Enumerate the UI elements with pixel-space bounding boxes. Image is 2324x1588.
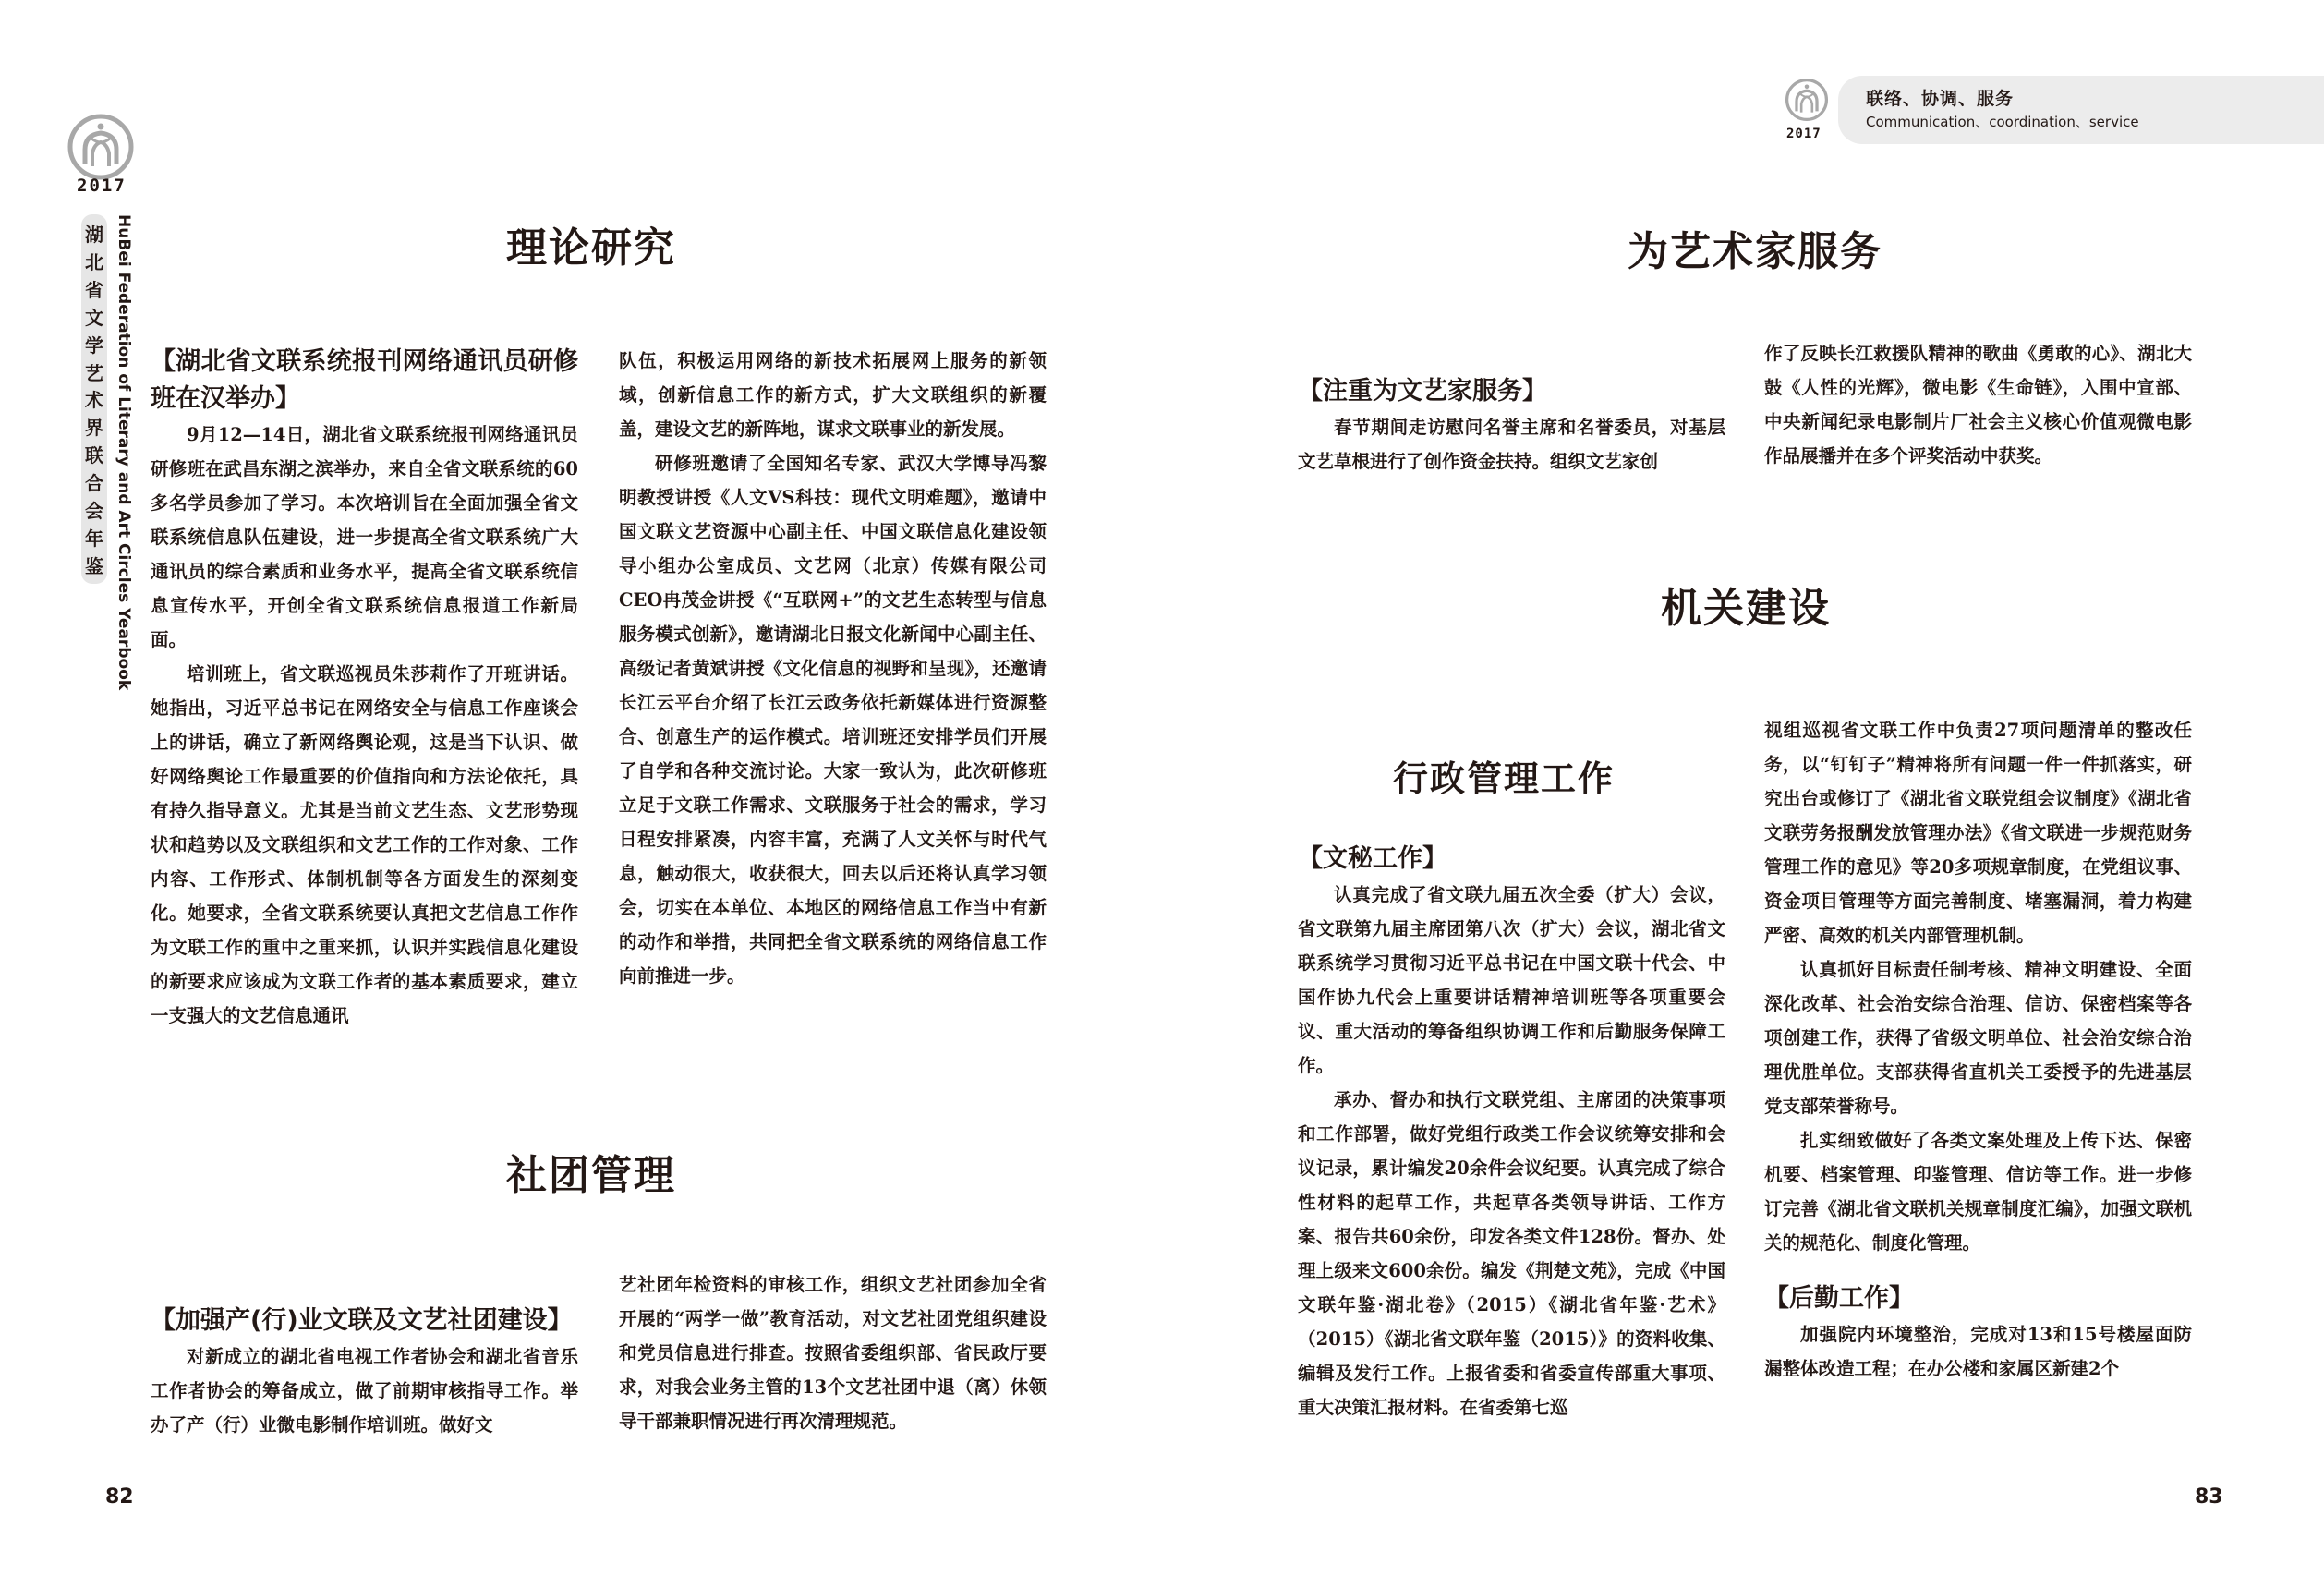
banner-title-en: Communication、coordination、service	[1866, 114, 2139, 130]
side-title-en: HuBei Federation of Literary and Art Circles Yearbook	[115, 214, 133, 691]
paragraph: 加强院内环境整治，完成对13和15号楼屋面防漏整体改造工程；在办公楼和家属区新建2个	[1764, 1324, 2192, 1379]
section-title-office-construction: 机关建设	[1661, 585, 1831, 632]
paragraph: 扎实细致做好了各类文案处理及上传下达、保密机要、档案管理、印鉴管理、信访等工作。进一步修订完善《湖北省文联机关规章制度汇编》，加强文联机关的规范化、制度化管理。	[1764, 1130, 2192, 1254]
article-heading: 【注重为文艺家服务】	[1298, 377, 1547, 406]
associations-column-2	[619, 1267, 1047, 1438]
side-char: 省	[85, 278, 103, 301]
artist-service-column-2	[1764, 336, 2192, 473]
section-title-associations: 社团管理	[506, 1152, 676, 1199]
side-char: 联	[85, 444, 103, 467]
side-char: 学	[85, 333, 103, 357]
side-char: 文	[85, 306, 103, 329]
side-char: 鉴	[85, 554, 103, 577]
banner-title-cn: 联络、协调、服务	[1866, 89, 2015, 109]
article-heading: 【湖北省文联系统报刊网络通讯员研修班在汉举办】	[151, 347, 578, 413]
side-char: 界	[85, 417, 103, 440]
admin-column-2	[1764, 713, 2192, 1386]
theory-column-2	[619, 344, 1047, 993]
paragraph: 9月12—14日，湖北省文联系统报刊网络通讯员研修班在武昌东湖之滨举办，来自全省文联系统的60多名学员参加了学习。本次培训旨在全面加强全省文联系统信息队伍建设，进一步提高全省文联系统广大通讯员的综合素质和业务水平，提高全省文联系统信息宣传水平，开创全省文联系统信息报道工作新局面。	[151, 424, 578, 650]
paragraph: 队伍，积极运用网络的新技术拓展网上服务的新领域，创新信息工作的新方式，扩大文联组织的新覆盖，建设文艺的新阵地，谋求文联事业的新发展。	[619, 350, 1047, 440]
subsection-title-admin: 行政管理工作	[1393, 758, 1616, 799]
side-char: 年	[85, 527, 103, 550]
federation-logo-icon	[67, 113, 135, 181]
paragraph: 培训班上，省文联巡视员朱莎莉作了开班讲话。她指出，习近平总书记在网络安全与信息工作座谈会上的讲话，确立了新网络舆论观，这是当下认识、做好网络舆论工作最重要的价值指向和方法论依托，具有持久指导意义。尤其是当前文艺生态、文艺形势现状和趋势以及文联组织和文艺工作的工作对象、工作内容、工作形式、体制机制等各方面发生的深刻变化。她要求，全省文联系统要认真把文艺信息工作作为文联工作的重中之重来抓，认识并实践信息化建设的新要求应该成为文联工作者的基本素质要求，建立一支强大的文艺信息通讯	[151, 663, 578, 1026]
theory-column-1	[151, 344, 578, 1033]
paragraph: 研修班邀请了全国知名专家、武汉大学博导冯黎明教授讲授《人文VS科技：现代文明难题》，邀请中国文联文艺资源中心副主任、中国文联信息化建设领导小组办公室成员、文艺网（北京）传媒有限公司CEO冉茂金讲授《“互联网+”的文艺生态转型与信息服务模式创新》，邀请湖北日报文化新闻中心副主任、高级记者黄斌讲授《文化信息的视野和呈现》，还邀请长江云平台介绍了长江云政务依托新媒体进行资源整合、创意生产的运作模式。培训班还安排学员们开展了自学和各种交流讨论。大家一致认为，此次研修班立足于文联工作需求、文联服务于社会的需求，学习日程安排紧凑，内容丰富，充满了人文关怀与时代气息，触动很大，收获很大，回去以后还将认真学习领会，切实在本单位、本地区的网络信息工作当中有新的动作和举措，共同把全省文联系统的网络信息工作向前推进一步。	[619, 453, 1047, 987]
side-char: 北	[85, 250, 103, 273]
side-title-cn	[81, 214, 107, 584]
side-char: 会	[85, 500, 103, 523]
federation-logo-icon	[1785, 78, 1829, 122]
side-char: 术	[85, 389, 103, 412]
side-char: 湖	[85, 224, 103, 246]
artist-service-column-1	[1298, 373, 1725, 479]
section-title-theory: 理论研究	[506, 224, 676, 272]
associations-column-1	[151, 1303, 578, 1442]
paragraph: 艺社团年检资料的审核工作，组织文艺社团参加全省开展的“两学一做”教育活动，对文艺社团党组织建设和党员信息进行排查。按照省委组织部、省民政厅要求，对我会业务主管的13个文艺社团中退（离）休领导干部兼职情况进行再次清理规范。	[619, 1274, 1047, 1432]
yearbook-year: 2017	[1786, 127, 1822, 141]
page-number-left: 82	[105, 1485, 134, 1509]
article-heading: 【后勤工作】	[1764, 1284, 1914, 1313]
paragraph: 认真完成了省文联九届五次全委（扩大）会议，省文联第九届主席团第八次（扩大）会议，湖北省文联系统学习贯彻习近平总书记在中国文联十代会、中国作协九代会上重要讲话精神培训班等各项重要会议、重大活动的筹备组织协调工作和后勤服务保障工作。	[1298, 884, 1725, 1076]
article-heading: 【文秘工作】	[1298, 844, 1447, 873]
paragraph: 视组巡视省文联工作中负责27项问题清单的整改任务，以“钉钉子”精神将所有问题一件一件抓落实，研究出台或修订了《湖北省文联党组会议制度》《湖北省文联劳务报酬发放管理办法》《省文联进一步规范财务管理工作的意见》等20多项规章制度，在党组议事、资金项目管理等方面完善制度、堵塞漏洞，着力构建严密、高效的机关内部管理机制。	[1764, 720, 2192, 946]
section-title-artist-service: 为艺术家服务	[1628, 228, 1882, 275]
paragraph: 认真抓好目标责任制考核、精神文明建设、全面深化改革、社会治安综合治理、信访、保密档案等各项创建工作，获得了省级文明单位、社会治安综合治理优胜单位。支部获得省直机关工委授予的先进基层党支部荣誉称号。	[1764, 959, 2192, 1117]
yearbook-year: 2017	[77, 176, 127, 196]
paragraph: 作了反映长江救援队精神的歌曲《勇敢的心》、湖北大鼓《人性的光辉》，微电影《生命链》，入围中宣部、中央新闻纪录电影制片厂社会主义核心价值观微电影作品展播并在多个评奖活动中获奖。	[1764, 343, 2192, 467]
page-number-right: 83	[2195, 1485, 2223, 1509]
side-char: 艺	[85, 361, 103, 384]
admin-column-1	[1298, 841, 1725, 1424]
paragraph: 对新成立的湖北省电视工作者协会和湖北省音乐工作者协会的筹备成立，做了前期审核指导工作。举办了产（行）业微电影制作培训班。做好文	[151, 1346, 578, 1436]
paragraph: 承办、督办和执行文联党组、主席团的决策事项和工作部署，做好党组行政类工作会议统筹安排和会议记录，累计编发20余件会议纪要。认真完成了综合性材料的起草工作，共起草各类领导讲话、工作方案、报告共60余份，印发各类文件128份。督办、处理上级来文600余份。编发《荆楚文苑》，完成《中国文联年鉴·湖北卷》（2015）《湖北省年鉴·艺术》（2015）《湖北省文联年鉴（2015）》的资料收集、编辑及发行工作。上报省委和省委宣传部重大事项、重大决策汇报材料。在省委第七巡	[1298, 1089, 1725, 1418]
article-heading: 【加强产(行)业文联及文艺社团建设】	[151, 1306, 573, 1335]
side-char: 合	[85, 472, 103, 495]
paragraph: 春节期间走访慰问名誉主席和名誉委员，对基层文艺草根进行了创作资金扶持。组织文艺家创	[1298, 417, 1725, 472]
